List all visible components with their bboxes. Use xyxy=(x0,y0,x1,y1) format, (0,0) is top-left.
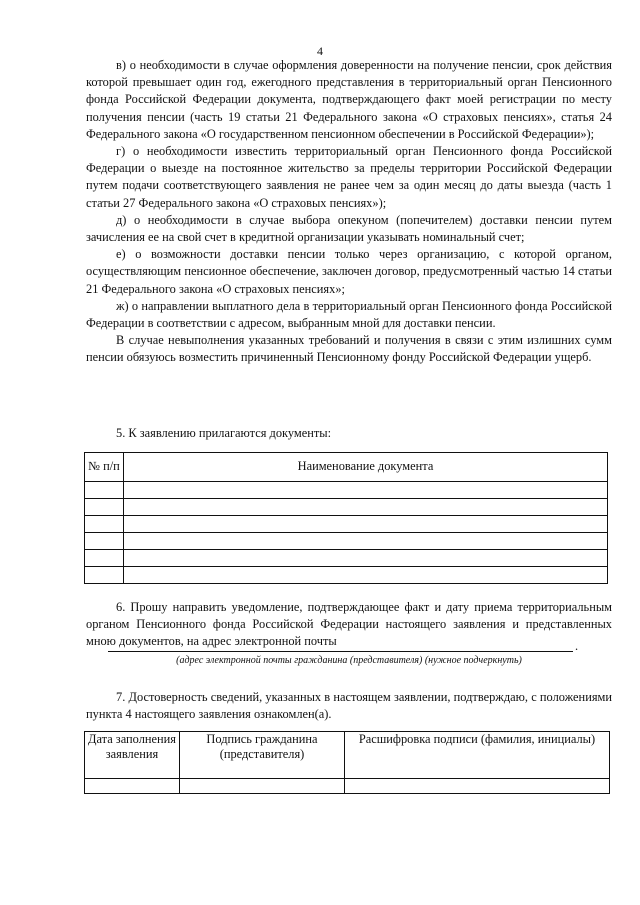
row-document-cell[interactable] xyxy=(124,533,608,550)
col-number-header: № п/п xyxy=(85,453,124,482)
row-number-cell[interactable] xyxy=(85,482,124,499)
row-number-cell[interactable] xyxy=(85,533,124,550)
section-7-text: 7. Достоверность сведений, указанных в настоящем заявлении, подтверждаю, с положениями пункта 4 настоящего заявления ознакомлен(а). xyxy=(86,690,612,722)
col-document-name-header: Наименование документа xyxy=(124,453,608,482)
table-row xyxy=(85,779,610,794)
table-row xyxy=(85,550,608,567)
signature-table xyxy=(84,731,610,794)
row-number-cell[interactable] xyxy=(85,550,124,567)
row-document-cell[interactable] xyxy=(124,550,608,567)
row-document-cell[interactable] xyxy=(124,567,608,584)
paragraph-v: в) о необходимости в случае оформления доверенности на получение пенсии, срок действия которой превышает один год, ежегодного представления в территориальный орган Пенсионного фонда Российской Федерации документа, подтверждающего факт моей регистрации по месту получения пенсии (часть 19 статьи 21 Федерального закона «О страховых пенсиях», статья 24 Федерального закона «О государственном пенсионном обеспечении в Российской Федерации»); xyxy=(86,58,612,141)
email-line-end: . xyxy=(575,639,579,653)
row-number-cell[interactable] xyxy=(85,499,124,516)
section-6-text: 6. Прошу направить уведомление, подтверждающее факт и дату приема территориальным органом Пенсионного фонда Российской Федерации настоящего заявления и представленных мною документов, на адрес электронной почты xyxy=(86,600,612,649)
paragraph-d: д) о необходимости в случае выбора опекуном (попечителем) доставки пенсии путем зачисления ее на свой счет в кредитной организации указывать номинальный счет; xyxy=(86,212,612,245)
row-document-cell[interactable] xyxy=(124,482,608,499)
email-caption: (адрес электронной почты гражданина (представителя) (нужное подчеркнуть) xyxy=(176,655,522,666)
table-row xyxy=(85,567,608,584)
documents-table-header xyxy=(85,453,608,482)
col-signature-decode-header: Расшифровка подписи (фамилия, инициалы) xyxy=(345,732,610,779)
signature-table-header xyxy=(85,732,610,779)
table-row xyxy=(85,499,608,516)
paragraph-liability: В случае невыполнения указанных требований и получения в связи с этим излишних сумм пенсии обязуюсь возместить причиненный Пенсионному фонду Российской Федерации ущерб. xyxy=(86,333,612,365)
documents-table xyxy=(84,452,608,584)
col-signature-header: Подпись гражданина (представителя) xyxy=(180,732,345,779)
signature-cell[interactable] xyxy=(180,779,345,794)
paragraph-e: е) о возможности доставки пенсии только через организацию, с которой органом, осуществляющим пенсионное обеспечение, заключен договор, предусмотренный частью 14 статьи 21 Федерального закона «О страховых пенсиях»; xyxy=(86,247,612,296)
table-row xyxy=(85,482,608,499)
page-number: 4 xyxy=(317,44,323,58)
paragraph-zh: ж) о направлении выплатного дела в территориальный орган Пенсионного фонда Российской Федерации в соответствии с адресом, выбранным мной для доставки пенсии. xyxy=(86,298,612,331)
row-number-cell[interactable] xyxy=(85,516,124,533)
row-number-cell[interactable] xyxy=(85,567,124,584)
table-row xyxy=(85,533,608,550)
signature-decode-cell[interactable] xyxy=(345,779,610,794)
section-5-heading: 5. К заявлению прилагаются документы: xyxy=(116,426,332,440)
col-date-header: Дата заполнения заявления xyxy=(85,732,180,779)
table-row xyxy=(85,516,608,533)
row-document-cell[interactable] xyxy=(124,499,608,516)
email-input-line[interactable] xyxy=(108,651,573,652)
row-document-cell[interactable] xyxy=(124,516,608,533)
date-cell[interactable] xyxy=(85,779,180,794)
body-text xyxy=(86,57,612,367)
paragraph-g: г) о необходимости известить территориальный орган Пенсионного фонда Российской Федерации о выезде на постоянное жительство за пределы территории Российской Федерации путем подачи соответствующего заявления не ранее чем за один месяц до даты выезда (часть 1 статьи 27 Федерального закона «О страховых пенсиях»); xyxy=(86,144,612,210)
